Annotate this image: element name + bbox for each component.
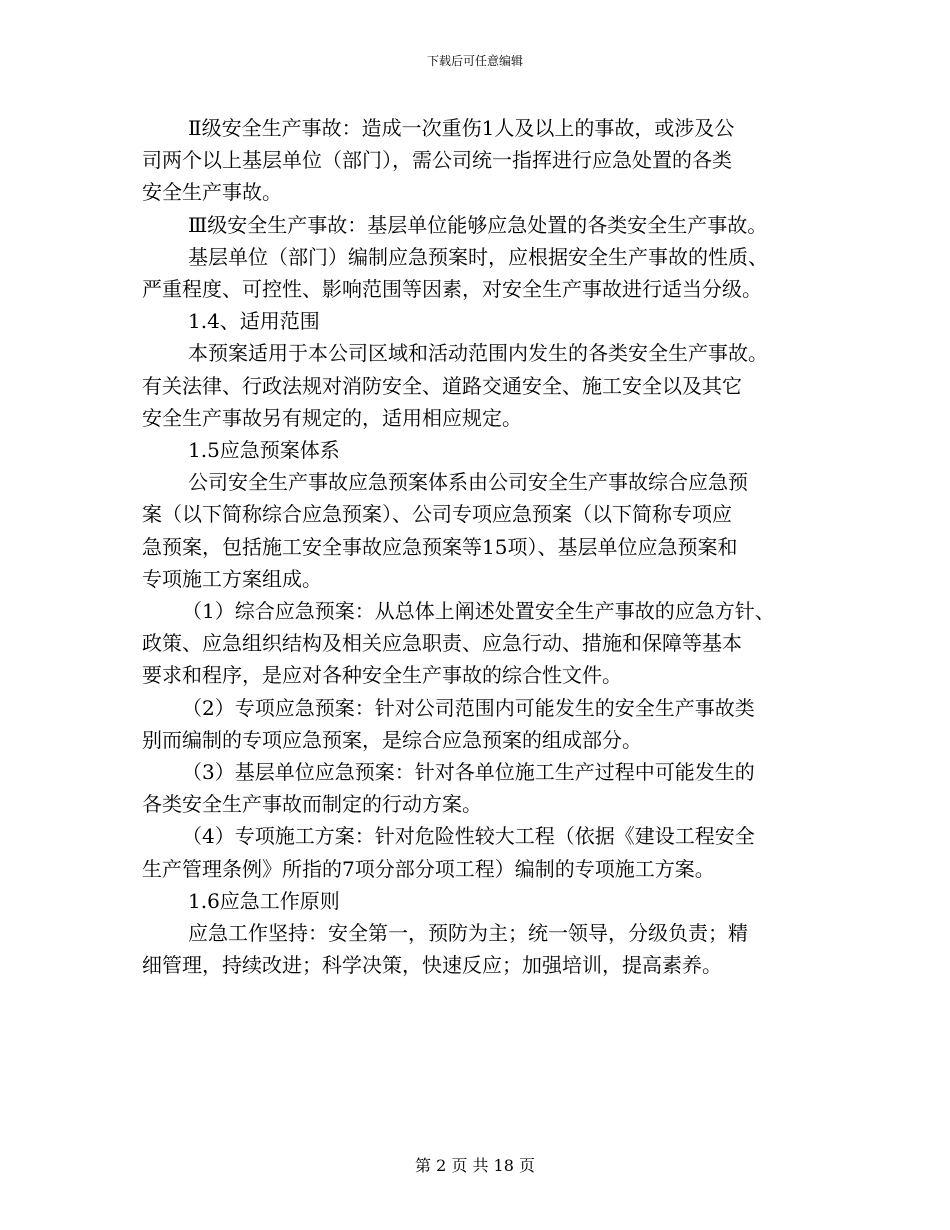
paragraph-line: 生产管理条例》所指的7项分部分项工程）编制的专项施工方案。 — [142, 856, 715, 881]
paragraph-line: 公司安全生产事故应急预案体系由公司安全生产事故综合应急预 — [188, 470, 748, 495]
paragraph-line: 要求和程序，是应对各种安全生产事故的综合性文件。 — [142, 663, 622, 688]
paragraph-line: 严重程度、可控性、影响范围等因素，对安全生产事故进行适当分级。 — [142, 277, 762, 302]
section-heading: 1.6应急工作原则 — [188, 888, 340, 913]
list-item-line: （2）专项应急预案：针对公司范围内可能发生的安全生产事故类 — [182, 695, 755, 720]
paragraph-line: 司两个以上基层单位（部门），需公司统一指挥进行应急处置的各类 — [142, 148, 732, 173]
paragraph-line: 各类安全生产事故而制定的行动方案。 — [142, 792, 482, 817]
paragraph-line: 安全生产事故。 — [142, 180, 282, 205]
paragraph-line: 案（以下简称综合应急预案）、公司专项应急预案（以下简称专项应 — [142, 502, 732, 527]
page-header: 下载后可任意编辑 — [426, 54, 523, 68]
paragraph-line: 别而编制的专项应急预案，是综合应急预案的组成部分。 — [142, 727, 642, 752]
section-heading: 1.5应急预案体系 — [188, 438, 340, 463]
paragraph-line: 急预案，包括施工安全事故应急预案等15项）、基层单位应急预案和 — [142, 534, 738, 559]
page-footer: 第 2 页 共 18 页 — [415, 1156, 535, 1175]
paragraph-line: 有关法律、行政法规对消防安全、道路交通安全、施工安全以及其它 — [142, 373, 742, 398]
list-item-line: （4）专项施工方案：针对危险性较大工程（依据《建设工程安全 — [182, 824, 755, 849]
paragraph-line: 基层单位（部门）编制应急预案时，应根据安全生产事故的性质、 — [188, 244, 768, 269]
paragraph-line: 细管理，持续改进；科学决策，快速反应；加强培训，提高素养。 — [142, 953, 722, 978]
paragraph-line: 安全生产事故另有规定的，适用相应规定。 — [142, 405, 522, 430]
paragraph-line: Ⅲ级安全生产事故：基层单位能够应急处置的各类安全生产事故。 — [188, 212, 768, 237]
paragraph-line: 本预案适用于本公司区域和活动范围内发生的各类安全生产事故。 — [188, 341, 768, 366]
paragraph-line: 应急工作坚持：安全第一，预防为主；统一领导，分级负责；精 — [188, 921, 748, 946]
paragraph-line: 政策、应急组织结构及相关应急职责、应急行动、措施和保障等基本 — [142, 631, 742, 656]
paragraph-line: 专项施工方案组成。 — [142, 566, 322, 591]
list-item-line: （1）综合应急预案：从总体上阐述处置安全生产事故的应急方针、 — [182, 599, 775, 624]
paragraph-line: Ⅱ级安全生产事故：造成一次重伤1人及以上的事故，或涉及公 — [188, 116, 735, 140]
list-item-line: （3）基层单位应急预案：针对各单位施工生产过程中可能发生的 — [182, 760, 755, 785]
section-heading: 1.4、适用范围 — [188, 309, 320, 334]
document-body — [142, 112, 822, 981]
